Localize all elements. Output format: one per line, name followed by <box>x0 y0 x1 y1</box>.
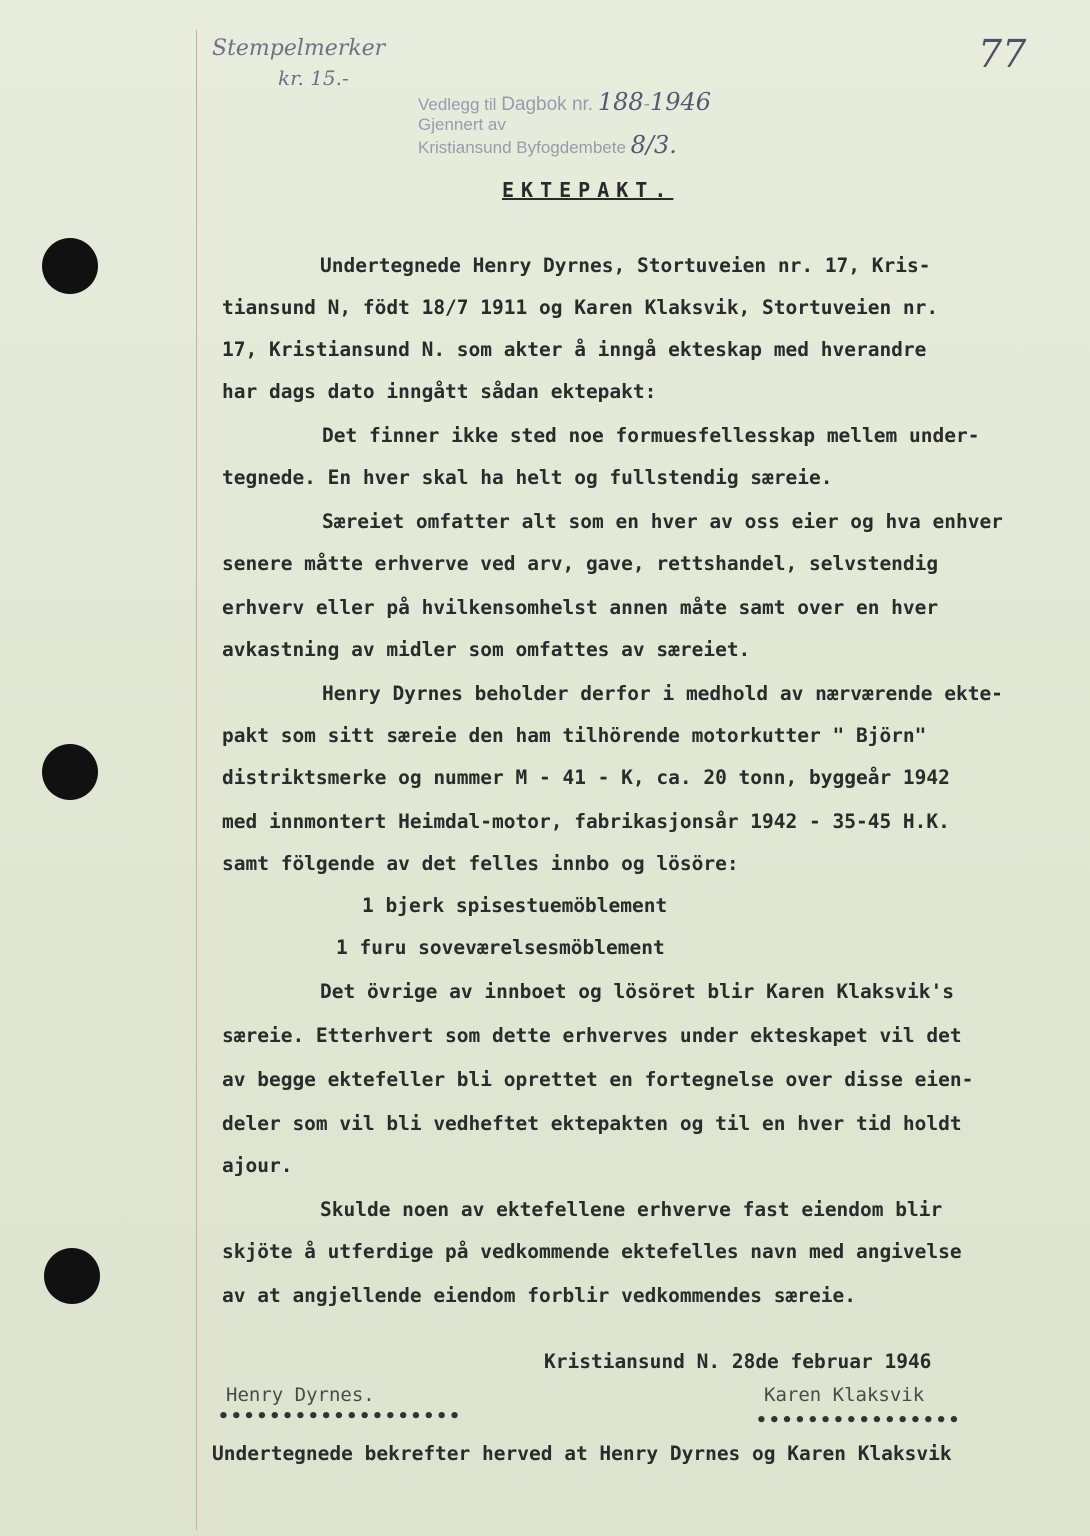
margin-rule <box>196 30 197 1530</box>
text-line: Særeiet omfatter alt som en hver av oss eier og hva enhver <box>322 510 1003 533</box>
text-line: samt fölgende av det felles innbo og lösöre: <box>222 852 739 875</box>
text-line: Henry Dyrnes beholder derfor i medhold av nærværende ekte- <box>322 682 1003 705</box>
text-line: 17, Kristiansund N. som akter å inngå ekteskap med hverandre <box>222 338 927 361</box>
text-line: Det finner ikke sted noe formuesfellesskap mellem under- <box>322 424 980 447</box>
text-line: Undertegnede bekrefter herved at Henry Dyrnes og Karen Klaksvik <box>212 1442 952 1465</box>
text-line: 1 bjerk spisestuemöblement <box>362 894 668 917</box>
text-line: av begge ektefeller bli oprettet en fortegnelse over disse eien- <box>222 1068 974 1091</box>
stamp-diary-number: 188 <box>597 88 644 116</box>
text-line: med innmontert Heimdal-motor, fabrikasjonsår 1942 - 35-45 H.K. <box>222 810 950 833</box>
text-line: ajour. <box>222 1154 293 1177</box>
text-line: har dags dato inngått sådan ektepakt: <box>222 380 657 403</box>
stamp-line-2: Gjennert av <box>418 115 506 134</box>
text-line: Undertegnede Henry Dyrnes, Stortuveien nr. 17, Kris- <box>320 254 931 277</box>
text-line: 1 furu soveværelsesmöblement <box>336 936 665 959</box>
place-date-line: Kristiansund N. 28de februar 1946 <box>544 1350 932 1373</box>
text-line: distriktsmerke og nummer M - 41 - K, ca. 20 tonn, byggeår 1942 <box>222 766 950 789</box>
punch-hole-middle <box>42 744 98 800</box>
punch-hole-bottom <box>44 1248 100 1304</box>
text-line: erhverv eller på hvilkensomhelst annen måte samt over en hver <box>222 596 939 619</box>
stamp-date: 8/3. <box>630 131 677 159</box>
text-line: deler som vil bli vedheftet ektepakten og til en hver tid holdt <box>222 1112 962 1135</box>
text-line: Skulde noen av ektefellene erhverve fast eiendom blir <box>320 1198 943 1221</box>
signature-karen-klaksvik: Karen Klaksvik <box>764 1384 925 1406</box>
stamp-diary-year: 1946 <box>649 88 712 116</box>
page-number: 77 <box>978 32 1027 76</box>
registry-stamp: Vedlegg til Dagbok nr. 188-1946 Gjennert av Kristiansund Byfogdembete 8/3. <box>418 88 712 159</box>
stamp-duty-note: Stempelmerker <box>212 36 386 61</box>
stamp-diary-label: Dagbok nr. <box>501 94 594 115</box>
signature-dotted-line-right: •••••••••••••••• <box>756 1410 962 1431</box>
text-line: av at angjellende eiendom forblir vedkommendes særeie. <box>222 1284 856 1307</box>
text-line: senere måtte erhverve ved arv, gave, rettshandel, selvstendig <box>222 552 939 575</box>
punch-hole-top <box>42 238 98 294</box>
document-title: EKTEPAKT. <box>502 178 674 202</box>
stamp-prefix: Vedlegg til <box>418 95 497 114</box>
text-line: Det övrige av innboet og lösöret blir Karen Klaksvik's <box>320 980 954 1003</box>
text-line: særeie. Etterhvert som dette erhverves under ekteskapet vil det <box>222 1024 962 1047</box>
text-line: tegnede. En hver skal ha helt og fullstendig særeie. <box>222 466 833 489</box>
stamp-duty-amount: kr. 15.- <box>278 66 349 90</box>
text-line: tiansund N, födt 18/7 1911 og Karen Klaksvik, Stortuveien nr. <box>222 296 939 319</box>
signature-dotted-line-left: ••••••••••••••••••• <box>218 1406 462 1427</box>
text-line: pakt som sitt særeie den ham tilhörende motorkutter " Björn" <box>222 724 927 747</box>
text-line: skjöte å utferdige på vedkommende ektefelles navn med angivelse <box>222 1240 962 1263</box>
signature-henry-dyrnes: Henry Dyrnes. <box>226 1384 375 1406</box>
stamp-office: Kristiansund Byfogdembete <box>418 138 626 157</box>
text-line: avkastning av midler som omfattes av særeiet. <box>222 638 751 661</box>
